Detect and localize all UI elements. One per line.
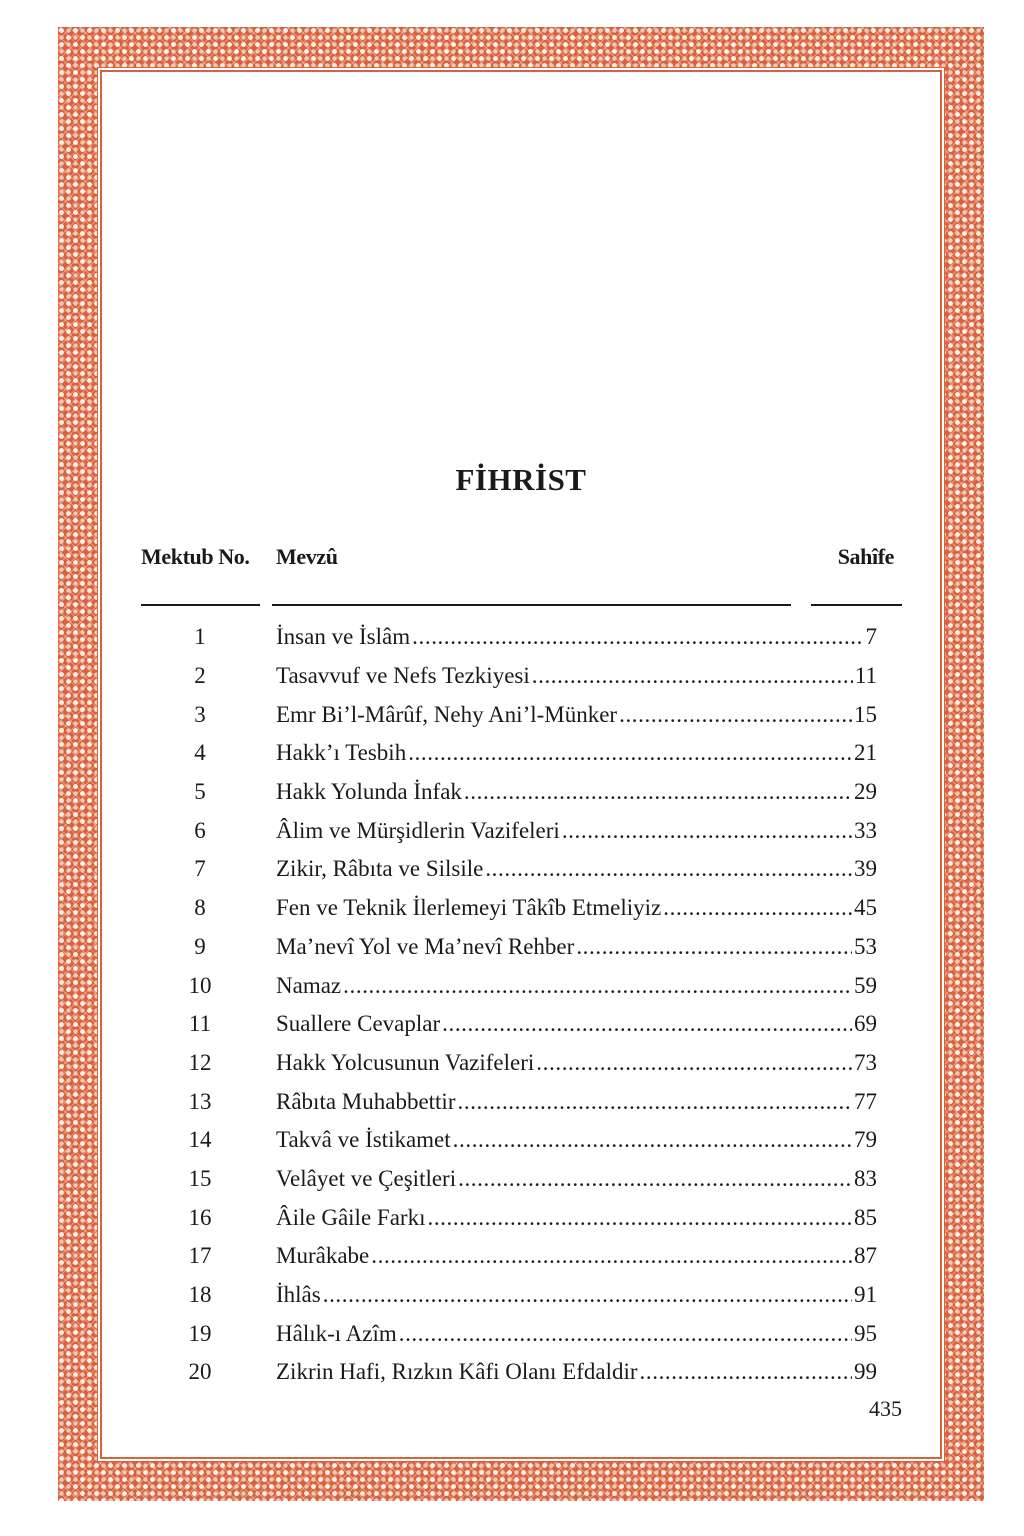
toc-entry-line: [276, 895, 877, 921]
page-title: FİHRİST: [455, 462, 587, 497]
toc-dot-leader: [399, 1321, 852, 1347]
toc-entry-title: Emr Bi’l-Mârûf, Nehy Ani’l-Münker: [276, 701, 618, 727]
toc-dot-leader: [458, 1089, 853, 1115]
column-header-number: Mektub No.: [141, 544, 250, 569]
toc-entry-page: 87: [854, 1243, 877, 1269]
toc-dot-leader: [442, 1011, 852, 1037]
toc-entry-page: 39: [854, 856, 877, 882]
toc-entry-title: Âile Gâile Farkı: [276, 1204, 426, 1230]
toc-entry-number: 19: [188, 1320, 212, 1346]
toc-entry-title: Fen ve Teknik İlerlemeyi Tâkîb Etmeliyiz: [276, 895, 662, 921]
toc-entry-line: [276, 1127, 877, 1153]
toc-entry-line: [276, 1050, 877, 1076]
toc-entry-number: 13: [188, 1088, 212, 1114]
toc-entry-number: 17: [188, 1243, 212, 1269]
toc-entry: [0, 773, 1024, 812]
toc-entry: [0, 1082, 1024, 1121]
toc-entry-number: 11: [188, 1011, 212, 1037]
toc-entry-title: Râbıta Muhabbettir: [276, 1088, 456, 1114]
toc-dot-leader: [663, 895, 852, 921]
toc-entry-number: 14: [188, 1127, 212, 1153]
toc-entry-number: 16: [188, 1204, 212, 1230]
toc-entry-number: 4: [194, 740, 206, 766]
toc-entry-page: 95: [854, 1320, 877, 1346]
toc-dot-leader: [485, 856, 852, 882]
header-rule-topic: [272, 604, 791, 606]
toc-dot-leader: [412, 624, 863, 650]
toc-entry-title: Hakk’ı Tesbih: [276, 740, 407, 766]
toc-entry: [0, 1314, 1024, 1353]
toc-entry: [0, 1198, 1024, 1237]
toc-entry-line: [276, 1282, 877, 1308]
toc-entry-page: 33: [854, 817, 877, 843]
toc-entry: [0, 1353, 1024, 1392]
toc-dot-leader: [408, 740, 852, 766]
toc-entry-line: [276, 702, 877, 728]
toc-dot-leader: [576, 934, 852, 960]
toc-entry: [0, 889, 1024, 928]
toc-entry-number: 6: [194, 817, 206, 843]
column-header-topic: Mevzû: [276, 544, 338, 569]
toc-entry-title: Hakk Yolunda İnfak: [276, 779, 462, 805]
toc-entry-number: 12: [188, 1049, 212, 1075]
toc-entry-line: [276, 779, 877, 805]
toc-dot-leader: [619, 702, 852, 728]
toc-entry: [0, 734, 1024, 773]
toc-entry-line: [276, 934, 877, 960]
toc-entry-line: [276, 1011, 877, 1037]
toc-entry-title: Hakk Yolcusunun Vazifeleri: [276, 1049, 535, 1075]
toc-entry-number: 7: [194, 856, 206, 882]
toc-entry: [0, 1121, 1024, 1160]
toc-entry-number: 15: [188, 1165, 212, 1191]
toc-dot-leader: [458, 1166, 852, 1192]
toc-entry-number: 2: [194, 663, 206, 689]
toc-entry-title: Takvâ ve İstikamet: [276, 1127, 451, 1153]
toc-dot-leader: [453, 1127, 852, 1153]
toc-dot-leader: [343, 973, 852, 999]
toc-entry-line: [276, 818, 877, 844]
toc-entry-page: 53: [854, 933, 877, 959]
table-of-contents: [0, 618, 1024, 1392]
toc-entry-page: 91: [854, 1282, 877, 1308]
toc-entry-title: Ma’nevî Yol ve Ma’nevî Rehber: [276, 933, 575, 959]
toc-dot-leader: [323, 1282, 852, 1308]
toc-entry-page: 15: [854, 701, 877, 727]
header-rule-number: [141, 604, 260, 606]
toc-entry-title: Âlim ve Mürşidlerin Vazifeleri: [276, 817, 560, 843]
toc-entry-number: 10: [188, 972, 212, 998]
toc-entry: [0, 966, 1024, 1005]
toc-entry-page: 83: [854, 1165, 877, 1191]
toc-entry-number: 18: [188, 1282, 212, 1308]
toc-entry: [0, 811, 1024, 850]
toc-entry-line: [276, 663, 877, 689]
toc-dot-leader: [371, 1243, 852, 1269]
toc-entry: [0, 928, 1024, 967]
toc-entry-line: [276, 1321, 877, 1347]
toc-entry-page: 29: [854, 779, 877, 805]
toc-entry-title: İhlâs: [276, 1282, 321, 1308]
toc-entry: [0, 618, 1024, 657]
toc-entry: [0, 850, 1024, 889]
toc-entry-number: 8: [194, 895, 206, 921]
toc-entry-line: [276, 624, 877, 650]
toc-entry-title: Namaz: [276, 972, 342, 998]
toc-entry-page: 69: [854, 1011, 877, 1037]
toc-entry-number: 1: [194, 624, 206, 650]
toc-entry-line: [276, 740, 877, 766]
toc-entry: [0, 1005, 1024, 1044]
toc-entry-title: Velâyet ve Çeşitleri: [276, 1165, 457, 1191]
toc-entry-line: [276, 1205, 877, 1231]
toc-entry-page: 99: [854, 1359, 877, 1385]
toc-dot-leader: [640, 1359, 852, 1385]
toc-entry-title: Zikir, Râbıta ve Silsile: [276, 856, 484, 882]
toc-entry-page: 79: [854, 1127, 877, 1153]
toc-dot-leader: [562, 818, 852, 844]
toc-entry-page: 11: [854, 663, 877, 689]
toc-entry-title: Suallere Cevaplar: [276, 1011, 441, 1037]
toc-entry-title: İnsan ve İslâm: [276, 624, 411, 650]
toc-entry: [0, 1237, 1024, 1276]
toc-dot-leader: [536, 1050, 852, 1076]
toc-entry-page: 85: [854, 1204, 877, 1230]
toc-entry-page: 7: [865, 624, 877, 650]
toc-entry-line: [276, 1243, 877, 1269]
toc-entry-number: 3: [194, 701, 206, 727]
toc-dot-leader: [427, 1205, 852, 1231]
toc-entry-number: 9: [194, 933, 206, 959]
column-header-page: Sahîfe: [837, 544, 894, 569]
toc-entry-title: Zikrin Hafi, Rızkın Kâfi Olanı Efdaldir: [276, 1359, 638, 1385]
toc-entry-line: [276, 1359, 877, 1385]
toc-entry-line: [276, 856, 877, 882]
toc-entry: [0, 695, 1024, 734]
toc-entry: [0, 657, 1024, 696]
toc-entry-page: 59: [854, 972, 877, 998]
toc-entry-line: [276, 973, 877, 999]
toc-entry-line: [276, 1089, 877, 1115]
toc-entry-number: 20: [188, 1359, 212, 1385]
toc-entry-page: 21: [854, 740, 877, 766]
toc-entry: [0, 1276, 1024, 1315]
toc-entry-number: 5: [194, 779, 206, 805]
toc-dot-leader: [464, 779, 852, 805]
toc-entry-line: [276, 1166, 877, 1192]
toc-entry: [0, 1044, 1024, 1083]
toc-entry-title: Tasavvuf ve Nefs Tezkiyesi: [276, 663, 530, 689]
toc-entry-page: 45: [854, 895, 877, 921]
page-number: 435: [869, 1396, 902, 1421]
toc-entry-title: Hâlık-ı Azîm: [276, 1320, 397, 1346]
toc-entry-title: Murâkabe: [276, 1243, 370, 1269]
toc-entry-page: 77: [854, 1088, 877, 1114]
toc-entry-page: 73: [854, 1049, 877, 1075]
header-rule-page: [811, 604, 902, 606]
toc-entry: [0, 1160, 1024, 1199]
toc-dot-leader: [532, 663, 853, 689]
